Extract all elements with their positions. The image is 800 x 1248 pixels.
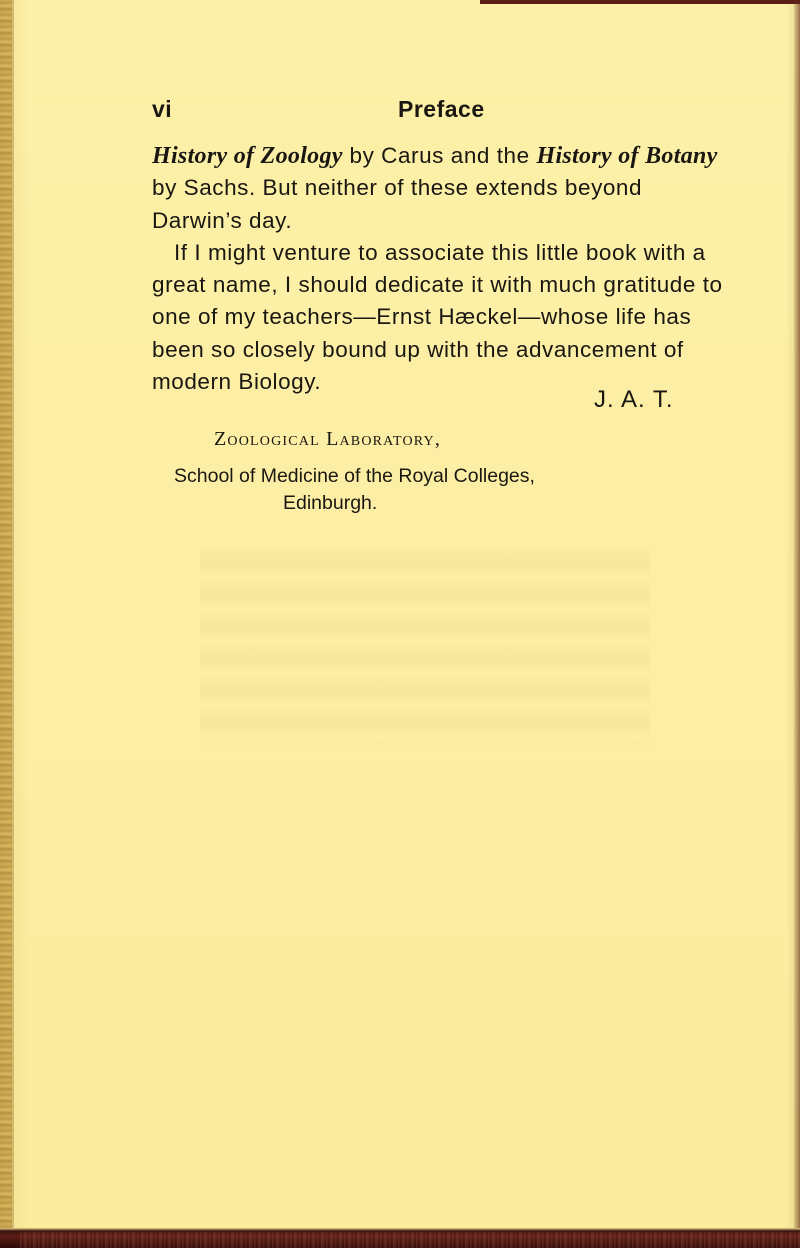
page-header xyxy=(152,96,712,132)
author-initials: J. A. T. xyxy=(594,386,674,413)
book-title-botany: History of Botany xyxy=(536,143,718,169)
dedication-paragraph: If I might venture to associate this little book with a great name, I should dedicate it with much gratitude to one of my teachers—Ernst Hæckel—whose life has been so closely bound up with the advancement of modern Biology. xyxy=(152,239,723,395)
school-line: School of Medicine of the Royal Colleges, xyxy=(174,465,535,487)
preface-text xyxy=(152,140,727,398)
paragraph-continued xyxy=(152,140,727,237)
right-page-edge xyxy=(794,0,800,1248)
paragraph-text: by Carus and the xyxy=(342,143,537,168)
city-line: Edinburgh. xyxy=(283,492,378,514)
laboratory-line: Zoological Laboratory, xyxy=(214,428,442,450)
page-number: vi xyxy=(152,96,173,122)
book-binding-edge xyxy=(0,0,12,1248)
reverse-side-show-through xyxy=(200,545,650,745)
cover-texture xyxy=(20,1232,800,1248)
top-cover-edge xyxy=(480,0,800,4)
book-title-zoology: History of Zoology xyxy=(152,143,343,169)
binding-crease xyxy=(12,0,14,1248)
paragraph-text: by Sachs. But neither of these extends beyond Darwin’s day. xyxy=(152,175,643,233)
running-head: Preface xyxy=(398,96,485,122)
